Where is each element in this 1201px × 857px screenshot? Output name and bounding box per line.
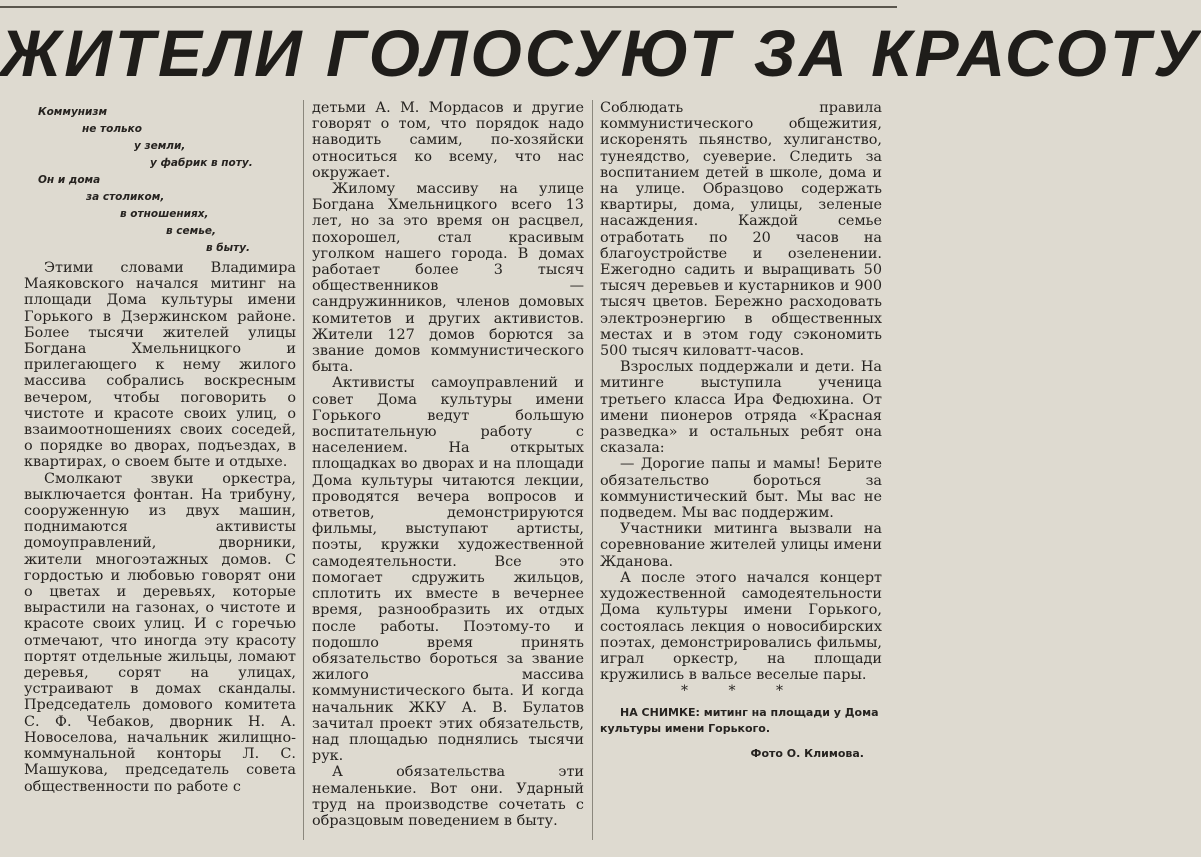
epigraph-line: в быту.: [206, 242, 251, 254]
column-divider: [303, 100, 304, 840]
paragraph: Взрослых поддержали и дети. На митинге выступила ученица третьего класса Ира Федюхина. От имени пионеров отряда «Красная разведка» и остальных ребят она сказала:: [600, 359, 882, 457]
column-divider: [592, 100, 593, 840]
paragraph: Жилому массиву на улице Богдана Хмельницкого всего 13 лет, но за это время он расцвел, похорошел, стал красивым уголком нашего города. В домах работает более 3 тысяч общественников — сандружинников, членов домовых комитетов и других активистов. Жители 127 домов борются за звание домов коммунистического быта.: [312, 181, 584, 376]
paragraph: Этими словами Владимира Маяковского начался митинг на площади Дома культуры имени Горького в Дзержинском районе. Более тысячи жителей улицы Богдана Хмельницкого и прилегающего к нему жилого массива собрались воскресным вечером, чтобы поговорить о чистоте и красоте своих улиц, о взаимоотношениях своих соседей, о порядке во дворах, подъездах, в квартирах, о своем быте и отдыхе.: [24, 260, 296, 471]
epigraph-line: у земли,: [134, 140, 186, 152]
paragraph: А обязательства эти немаленькие. Вот они. Ударный труд на производстве сочетать с образцовым поведением в быту.: [312, 764, 584, 829]
column-2: [312, 100, 584, 850]
photo-credit: Фото О. Климова.: [750, 747, 864, 761]
paragraph: Соблюдать правила коммунистического общежития, искоренять пьянство, хулиганство, тунеядство, суеверие. Следить за воспитанием детей в школе, дома и на улице. Образцово содержать квартиры, дома, улицы, зеленые насаждения. Каждой семье отработать по 20 часов на благоустройстве и озеленении. Ежегодно садить и выращивать 50 тысяч деревьев и кустарников и 900 тысяч цветов. Бережно расходовать электроэнергию в общественных местах и в этом году сэкономить 500 тысяч киловатт-часов.: [600, 100, 882, 360]
epigraph-line: в семье,: [166, 225, 216, 237]
paragraph: — Дорогие папы и мамы! Берите обязательство бороться за коммунистический быт. Мы вас не подведем. Мы вас поддержим.: [600, 456, 882, 522]
paragraph: А после этого начался концерт художественной самодеятельности Дома культуры имени Горького, состоялась лекция о новосибирских поэтах, демонстрировались фильмы, играл оркестр, на площади кружились в вальсе веселые пары.: [600, 569, 882, 684]
column-1: [24, 100, 296, 850]
section-separator: * * *: [681, 683, 801, 700]
epigraph-line: за столиком,: [86, 191, 165, 203]
top-rule: [0, 6, 897, 8]
paragraph: Участники митинга вызвали на соревнование жителей улицы имени Жданова.: [600, 521, 882, 570]
photo-caption: НА СНИМКЕ: митинг на площади у Дома культуры имени Горького.: [600, 706, 879, 736]
epigraph-line: Коммунизм: [38, 106, 108, 118]
paragraph: Смолкают звуки оркестра, выключается фонтан. На трибуну, сооруженную из двух машин, поднимаются активисты домоуправлений, дворники, жители многоэтажных домов. С гордостью и любовью говорят они о цветах и деревьях, которые вырастили на газонах, о чистоте и красоте своих улиц. И с горечью отмечают, что иногда эту красоту портят отдельные жильцы, ломают деревья, сорят на улицах, устраивают в домах скандалы. Председатель домового комитета С. Ф. Чебаков, дворник Н. А. Новоселова, начальник жилищно-коммунальной конторы Л. С. Машукова, председатель совета общественности по работе с: [24, 470, 296, 795]
paragraph: детьми А. М. Мордасов и другие говорят о том, что порядок надо наводить самим, по-хозяйски относиться ко всему, что нас окружает.: [312, 100, 584, 181]
column-3: [600, 100, 882, 850]
epigraph-line: у фабрик в поту.: [150, 157, 253, 169]
headline: ЖИТЕЛИ ГОЛОСУЮТ ЗА КРАСОТУ: [0, 16, 1201, 90]
epigraph-line: в отношениях,: [120, 208, 209, 220]
paragraph: Активисты самоуправлений и совет Дома культуры имени Горького ведут большую воспитательную работу с населением. На открытых площадках во дворах и на площади Дома культуры читаются лекции, проводятся вечера вопросов и ответов, демонстрируются фильмы, выступают артисты, поэты, кружки художественной самодеятельности. Все это помогает сдружить жильцов, сплотить их вместе в вечернее время, разнообразить их отдых после работы. Поэтому-то и подошло время принять обязательство бороться за звание жилого массива коммунистического быта. И когда начальник ЖКУ А. В. Булатов зачитал проект этих обязательств, над площадью поднялись тысячи рук.: [312, 375, 584, 765]
epigraph-line: Он и дома: [38, 174, 101, 186]
epigraph-line: не только: [82, 123, 143, 135]
epigraph: [24, 100, 296, 260]
